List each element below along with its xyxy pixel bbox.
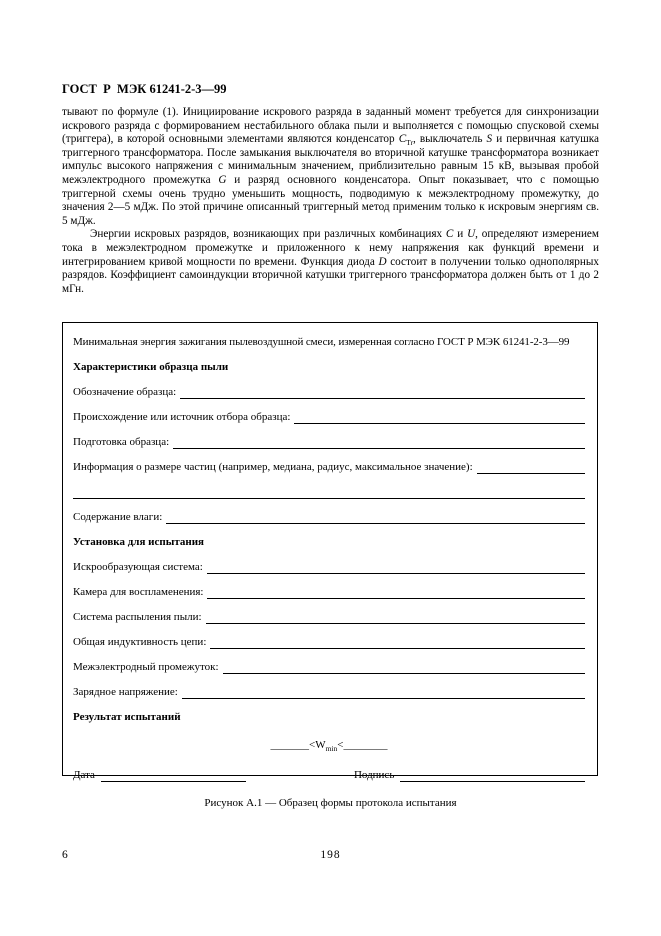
form-field-label: Камера для воспламенения:	[73, 586, 204, 598]
form-section-heading: Установка для испытания	[73, 536, 204, 548]
form-field-blank	[180, 385, 585, 399]
document-header: ГОСТ Р МЭК 61241-2-3—99	[62, 82, 227, 96]
protocol-form-box	[62, 322, 598, 781]
date-label: Дата	[73, 769, 95, 781]
form-section-heading: Результат испытаний	[73, 711, 181, 723]
form-title: Минимальная энергия зажигания пылевоздушной смеси, измеренная согласно ГОСТ Р МЭК 61241-2-3—99	[73, 336, 570, 348]
form-field-label: Обозначение образца:	[73, 386, 177, 398]
signature-label: Подпись	[353, 769, 395, 781]
form-field-row	[73, 460, 585, 474]
form-signature-row	[73, 768, 585, 782]
form-field-blank	[207, 585, 585, 599]
form-section-heading: Характеристики образца пыли	[73, 361, 229, 373]
form-blank-row	[73, 485, 585, 499]
signature-blank	[400, 768, 585, 782]
form-field-row	[73, 510, 585, 524]
form-field-row	[73, 385, 585, 399]
form-field-label: Общая индуктивность цепи:	[73, 636, 207, 648]
form-field-blank	[223, 660, 585, 674]
page-number-global: 198	[320, 849, 341, 861]
form-field-blank	[207, 560, 585, 574]
form-field-label: Подготовка образца:	[73, 436, 170, 448]
form-field-blank	[206, 610, 585, 624]
form-field-row	[73, 410, 585, 424]
form-field-row	[73, 685, 585, 699]
date-blank	[101, 768, 246, 782]
figure-caption: Рисунок А.1 — Образец формы протокола испытания	[204, 797, 457, 809]
form-field-blank	[73, 485, 585, 499]
form-field-label: Информация о размере частиц (например, медиана, радиус, максимальное значение):	[73, 461, 473, 473]
form-field-blank	[210, 635, 585, 649]
form-field-row	[73, 585, 585, 599]
page-number-section: 6	[62, 849, 68, 861]
form-field-row	[73, 435, 585, 449]
form-field-blank	[477, 460, 585, 474]
form-field-blank	[173, 435, 585, 449]
body-paragraph: Энергии искровых разрядов, возникающих при различных комбинациях C и U, определяют измерением тока в межэлектродном промежутке и приложенного к нему напряжения как функций времени и интегрированием кривой мощности по времени. Функция диода D состоит в получении только однополярных разрядов. Коэффициент самоиндукции вторичной катушки триггерного трансформатора должен быть от 1 до 2 мГн.	[62, 228, 599, 295]
form-field-row	[73, 560, 585, 574]
protocol-form-fields	[73, 335, 585, 782]
form-field-label: Система распыления пыли:	[73, 611, 202, 623]
form-field-label: Межэлектродный промежуток:	[73, 661, 219, 673]
form-field-label: Происхождение или источник отбора образца:	[73, 411, 291, 423]
form-field-row	[73, 660, 585, 674]
form-field-label: Содержание влаги:	[73, 511, 163, 523]
form-field-label: Искрообразующая система:	[73, 561, 203, 573]
form-result-row: $\_\_\_\_\_\_\_<W_{min}<\_\_\_\_\_\_\_\_$	[270, 739, 388, 754]
body-paragraph: тывают по формуле (1). Инициирование искрового разряда в заданный момент требуется для синхронизации искрового разряда с формированием нестабильного облака пыли и выполняется с помощью спусковой схемы (триггера), в которой основными элементами являются конденсатор $C_{Tr}$, выключатель S и первичная катушка триггерного трансформатора. После замыкания выключателя во вторичной катушке трансформатора возникает импульс высокого напряжения с минимальным значением, приблизительно равным 15 кВ, вызывая пробой межэлектродного промежутка G и разряд основного конденсатора. Опыт показывает, что с помощью триггерной схемы очень трудно уменьшить мощность, подводимую к межэлектродному промежутку, до значения 2—5 мДж. По этой причине описанный триггерный метод применим только к искровым энергиям св. 5 мДж.	[62, 106, 600, 227]
form-field-blank	[294, 410, 585, 424]
body-text	[62, 106, 599, 296]
form-field-blank	[182, 685, 585, 699]
form-field-row	[73, 610, 585, 624]
form-field-label: Зарядное напряжение:	[73, 686, 178, 698]
form-field-blank	[166, 510, 585, 524]
form-field-row	[73, 635, 585, 649]
